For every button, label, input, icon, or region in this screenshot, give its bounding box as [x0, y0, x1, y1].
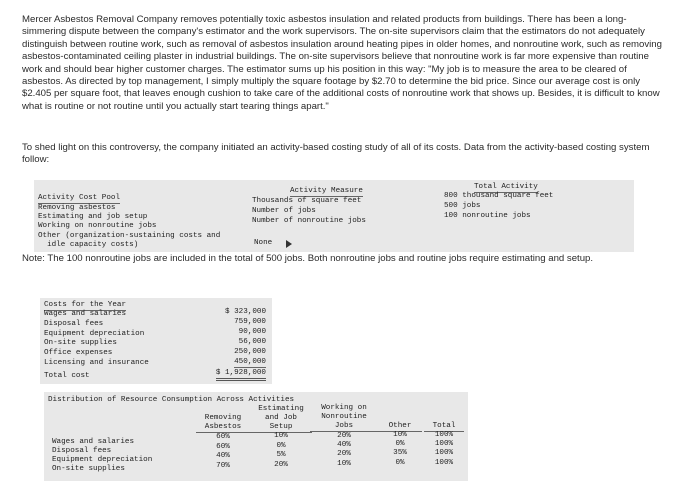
dist-removing-2: 60%: [216, 443, 230, 451]
header-activity-measure: Activity Measure: [290, 187, 363, 197]
col-estimating-1: Estimating: [258, 405, 304, 413]
dist-total-4: 100%: [434, 459, 454, 467]
activity-table: [34, 180, 634, 252]
dist-row-label-1: Wages and salaries: [52, 438, 135, 446]
header-total-activity: Total Activity: [474, 183, 538, 193]
distribution-table: [44, 392, 468, 481]
dist-removing-4: 70%: [216, 462, 230, 470]
cost-value-3: 90,000: [238, 328, 266, 336]
dist-other-4: 0%: [395, 459, 405, 467]
activity-pool-row-2: Estimating and job setup: [38, 213, 148, 221]
activity-total-row-1: 800 thousand square feet: [444, 192, 554, 200]
col-other: Other: [378, 422, 422, 432]
dist-total-1: 100%: [434, 431, 454, 439]
cost-label-5: Office expenses: [44, 349, 113, 357]
dist-row-label-2: Disposal fees: [52, 447, 112, 455]
cost-label-1: Wages and salaries: [44, 310, 127, 318]
cost-total-value: $ 1,928,000: [216, 369, 266, 381]
dist-other-1: 10%: [393, 431, 407, 439]
dist-working-1: 20%: [337, 432, 351, 440]
dist-estimating-1: 10%: [274, 432, 288, 440]
activity-pool-row-4: Other (organization-sustaining costs and: [38, 232, 221, 240]
col-estimating-2: and Job: [265, 414, 297, 422]
cost-value-4: 56,000: [238, 338, 266, 346]
col-working-1: Working on: [321, 404, 367, 412]
cost-value-1: $ 323,000: [224, 308, 266, 316]
activity-pool-row-1: Removing asbestos: [38, 204, 116, 212]
dist-removing-1: 60%: [216, 433, 230, 441]
dist-total-3: 100%: [434, 449, 454, 457]
study-text: To shed light on this controversy, the company initiated an activity-based costing study of all of its costs. Data from the activity-based costing system follow:: [22, 142, 650, 166]
study-paragraph: [22, 142, 662, 167]
col-working-2: Nonroutine: [321, 413, 367, 421]
dist-working-2: 40%: [337, 441, 351, 449]
dist-working-3: 20%: [337, 450, 351, 458]
dist-other-2: 0%: [395, 440, 405, 448]
cost-label-4: On-site supplies: [44, 339, 117, 347]
activity-measure-row-3: Number of nonroutine jobs: [252, 217, 366, 225]
col-removing-2: Asbestos: [196, 423, 250, 433]
col-working-3: Jobs: [310, 422, 378, 432]
dist-estimating-2: 0%: [276, 442, 286, 450]
cost-value-2: 759,000: [234, 318, 266, 326]
dist-estimating-3: 5%: [276, 451, 286, 459]
mouse-cursor-icon: [286, 240, 292, 248]
dist-other-3: 35%: [393, 449, 407, 457]
intro-text: Mercer Asbestos Removal Company removes potentially toxic asbestos insulation and related products from buildings. There has been a long-simmering dispute between the company's estimator and the work supervisors. The on-site supervisors claim that the estimators do not adequately distinguish between routine work, such as removal of asbestos insulation around heating pipes in older homes, and nonroutine work, such as removing asbestos-contaminated ceiling plaster in industrial buildings. The on-site supervisors believe that nonroutine work is far more expensive than routine work and should bear higher customer charges. The estimator sums up his position in this way: "My job is to measure the area to be cleared of asbestos. As directed by top management, I simply multiply the square footage by $2.70 to determine the bid price. Since our average cost is only $2.405 per square foot, that leaves enough cushion to take care of the additional costs of nonroutine work that shows up. Besides, it is difficult to know what is routine or not routine until you actually start tearing things apart.": [22, 14, 662, 112]
activity-pool-row-5: idle capacity costs): [38, 241, 139, 249]
activity-pool-row-3: Working on nonroutine jobs: [38, 222, 157, 230]
cost-label-6: Licensing and insurance: [44, 359, 149, 367]
cost-total-label: Total cost: [44, 372, 90, 380]
col-estimating-3: Setup: [250, 423, 312, 433]
costs-header: Costs for the Year: [44, 301, 126, 311]
distribution-title: Distribution of Resource Consumption Across Activities: [48, 396, 295, 404]
cost-value-6: 450,000: [234, 358, 266, 368]
costs-table: [40, 298, 272, 384]
dist-row-label-3: Equipment depreciation: [52, 456, 153, 464]
dist-total-2: 100%: [434, 440, 454, 448]
col-total: Total: [424, 422, 464, 432]
activity-measure-row-2: Number of jobs: [252, 207, 316, 215]
activity-total-row-3: 100 nonroutine jobs: [444, 212, 531, 220]
note-paragraph: [22, 253, 662, 265]
activity-total-row-2: 500 jobs: [444, 202, 481, 210]
col-removing-1: Removing: [204, 414, 242, 422]
cost-label-2: Disposal fees: [44, 320, 104, 328]
activity-measure-row-1: Thousands of square feet: [252, 197, 362, 205]
cost-label-3: Equipment depreciation: [44, 330, 145, 338]
dist-removing-3: 40%: [216, 452, 230, 460]
header-activity-cost-pool: Activity Cost Pool: [38, 194, 120, 204]
cost-value-5: 250,000: [234, 348, 266, 356]
dist-estimating-4: 20%: [274, 461, 288, 469]
activity-measure-row-5: None: [254, 239, 273, 247]
dist-working-4: 10%: [337, 460, 351, 468]
intro-paragraph: [22, 14, 662, 113]
note-text: Note: The 100 nonroutine jobs are included in the total of 500 jobs. Both nonroutine jobs and routine jobs require estimating and setup.: [22, 253, 594, 264]
dist-row-label-4: On-site supplies: [52, 465, 125, 473]
